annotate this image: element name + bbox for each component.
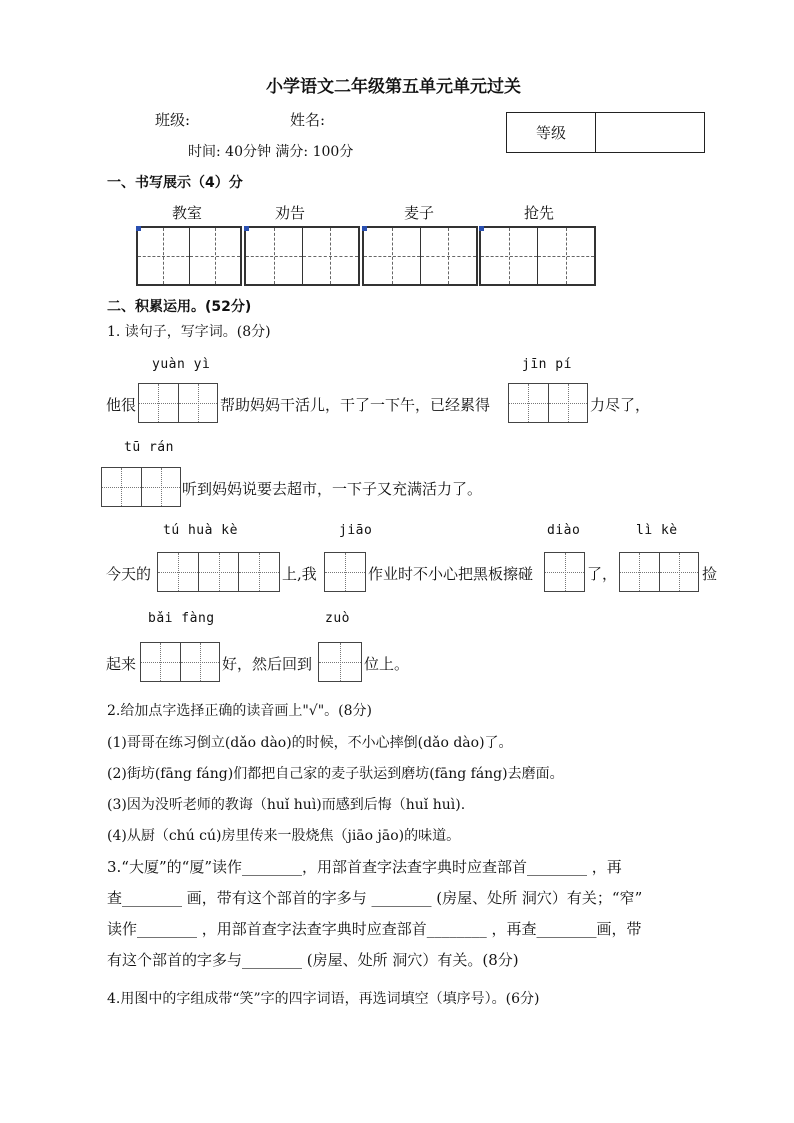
pinyin-tuhuake: tú huà kè xyxy=(163,523,238,538)
q1-l3-mid1: 上,我 xyxy=(282,565,317,583)
answer-box-like[interactable] xyxy=(619,552,699,592)
page-title: 小学语文二年级第五单元单元过关 xyxy=(266,77,521,97)
writing-grid-4[interactable] xyxy=(479,226,596,286)
q2-item-2: (2)街坊(fāng fáng)们都把自己家的麦子驮运到磨坊(fāng fáng)去磨面。 xyxy=(107,766,564,782)
q1-l1-post: 力尽了， xyxy=(590,396,651,414)
q1-l3-mid2: 作业时不小心把黑板擦碰 xyxy=(368,565,534,583)
pinyin-baifang: bǎi fàng xyxy=(148,611,215,626)
word-3: 麦子 xyxy=(404,204,435,222)
time-info: 时间: 40分钟 满分: 100分 xyxy=(188,144,354,160)
grade-input[interactable] xyxy=(596,113,704,152)
writing-grid-3[interactable] xyxy=(362,226,478,286)
q3-line-2: 查________ 画，带有这个部首的字多与 ________ (房屋、处所 洞穴）有关；“窄” xyxy=(107,889,643,907)
q1-l4-post: 位上。 xyxy=(364,655,410,673)
q1-l3-mid3: 了， xyxy=(587,565,618,583)
pinyin-yuanyi: yuàn yì xyxy=(152,357,211,372)
q1-l3-pre: 今天的 xyxy=(106,565,152,583)
class-label: 班级: xyxy=(155,111,191,129)
word-4: 抢先 xyxy=(524,204,555,222)
q1-l4-pre: 起来 xyxy=(106,655,137,673)
q3-line-4: 有这个部首的字多与________ (房屋、处所 洞穴）有关。(8分) xyxy=(107,951,519,969)
q1-l2-text: 听到妈妈说要去超市，一下子又充满活力了。 xyxy=(182,480,483,498)
answer-box-yuanyi[interactable] xyxy=(138,383,218,423)
name-label: 姓名: xyxy=(290,111,326,129)
word-1: 教室 xyxy=(172,204,203,222)
q3-line-3: 读作________ ，用部首查字法查字典时应查部首________ ，再查________画，带 xyxy=(107,920,642,938)
pinyin-diao: diào xyxy=(547,523,581,538)
q1-l4-mid: 好，然后回到 xyxy=(222,655,313,673)
answer-box-zuo[interactable] xyxy=(318,642,362,682)
pinyin-jiao: jiāo xyxy=(339,523,373,538)
pinyin-like: lì kè xyxy=(636,523,678,538)
answer-box-jiao[interactable] xyxy=(324,552,366,592)
q1-l1-pre: 他很 xyxy=(106,396,137,414)
section1-heading: 一、书写展示（4）分 xyxy=(107,175,243,191)
q1-l1-mid: 帮助妈妈干活儿，干了一下午，已经累得 xyxy=(220,396,491,414)
q1-instruction: 1. 读句子，写字词。(8分) xyxy=(107,324,271,340)
pinyin-zuo: zuò xyxy=(325,611,350,626)
q3-line-1: 3.“大厦”的“厦”读作________，用部首查字法查字典时应查部首________ ，再 xyxy=(107,858,622,876)
writing-grid-1[interactable] xyxy=(136,226,242,286)
pinyin-jinpi: jīn pí xyxy=(522,357,572,372)
answer-box-tuhuake[interactable] xyxy=(157,552,280,592)
grade-label: 等级 xyxy=(535,124,566,142)
q2-item-1: (1)哥哥在练习倒立(dǎo dào)的时候，不小心摔倒(dǎo dào)了。 xyxy=(107,735,513,751)
q2-instruction: 2.给加点字选择正确的读音画上"√"。(8分) xyxy=(107,703,372,719)
q2-item-3: (3)因为没听老师的教诲（huǐ huì)而感到后悔（huǐ huì). xyxy=(107,797,466,813)
writing-grid-2[interactable] xyxy=(244,226,360,286)
answer-box-turan[interactable] xyxy=(101,467,181,507)
q2-item-4: (4)从厨（chú cú)房里传来一股烧焦（jiāo jāo)的味道。 xyxy=(107,828,461,844)
answer-box-baifang[interactable] xyxy=(140,642,220,682)
q1-l3-post: 捡 xyxy=(702,565,718,583)
answer-box-jinpi[interactable] xyxy=(508,383,588,423)
grade-box xyxy=(506,112,705,153)
pinyin-turan: tū rán xyxy=(124,440,174,455)
section2-heading: 二、积累运用。(52分) xyxy=(107,299,252,315)
word-2: 劝告 xyxy=(275,204,306,222)
answer-box-diao[interactable] xyxy=(544,552,585,592)
q4-instruction: 4.用图中的字组成带“笑”字的四字词语，再选词填空（填序号）。(6分) xyxy=(107,991,540,1007)
